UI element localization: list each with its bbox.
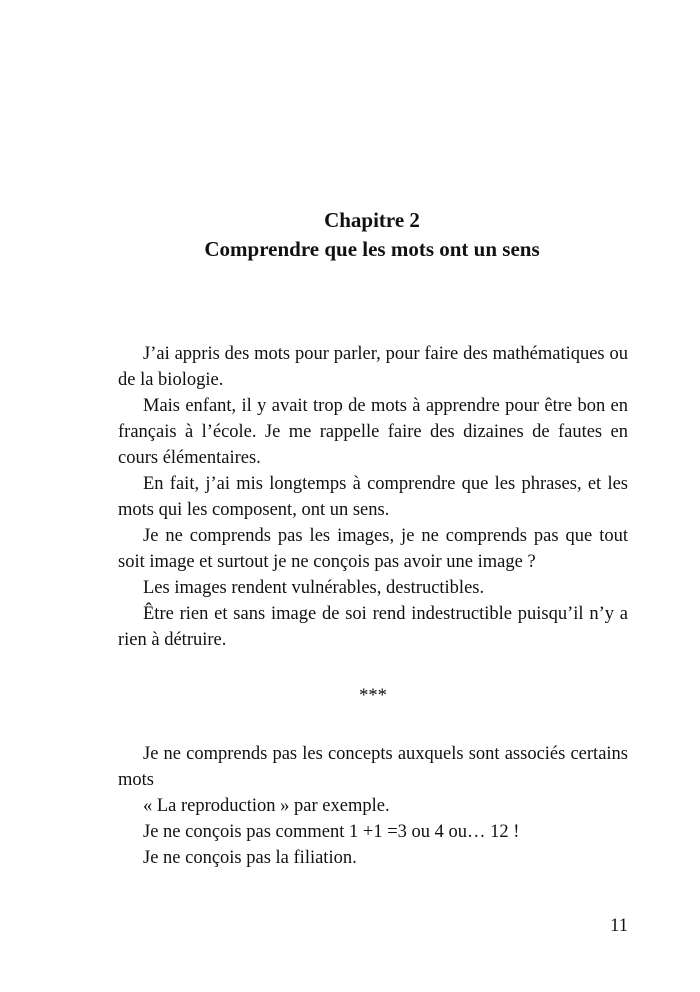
paragraph: Je ne conçois pas comment 1 +1 =3 ou 4 ou… 12 ! bbox=[143, 822, 520, 842]
chapter-title: Comprendre que les mots ont un sens bbox=[204, 237, 540, 261]
section-2-text bbox=[118, 741, 628, 871]
paragraph: Je ne conçois pas la filiation. bbox=[143, 848, 357, 868]
paragraph: Être rien et sans image de soi rend indestructible puisqu’il n’y a rien à détruire. bbox=[118, 604, 628, 650]
section-separator: *** bbox=[359, 686, 387, 706]
paragraph: Mais enfant, il y avait trop de mots à apprendre pour être bon en français à l’école. Je me rappelle faire des dizaines de fautes en cours élémentaires. bbox=[118, 396, 628, 468]
paragraph: En fait, j’ai mis longtemps à comprendre que les phrases, et les mots qui les composent, ont un sens. bbox=[118, 474, 628, 520]
paragraph: Les images rendent vulnérables, destructibles. bbox=[143, 578, 485, 598]
paragraph: « La reproduction » par exemple. bbox=[143, 796, 390, 816]
chapter-number: Chapitre 2 bbox=[324, 208, 420, 232]
paragraph: J’ai appris des mots pour parler, pour faire des mathématiques ou de la biologie. bbox=[118, 344, 628, 390]
section-1-text bbox=[118, 341, 628, 653]
paragraph: Je ne comprends pas les images, je ne comprends pas que tout soit image et surtout je ne conçois pas avoir une image ? bbox=[118, 526, 628, 572]
chapter-heading bbox=[0, 206, 700, 264]
paragraph: Je ne comprends pas les concepts auxquels sont associés certains mots bbox=[118, 744, 628, 790]
page-number: 11 bbox=[610, 916, 628, 936]
